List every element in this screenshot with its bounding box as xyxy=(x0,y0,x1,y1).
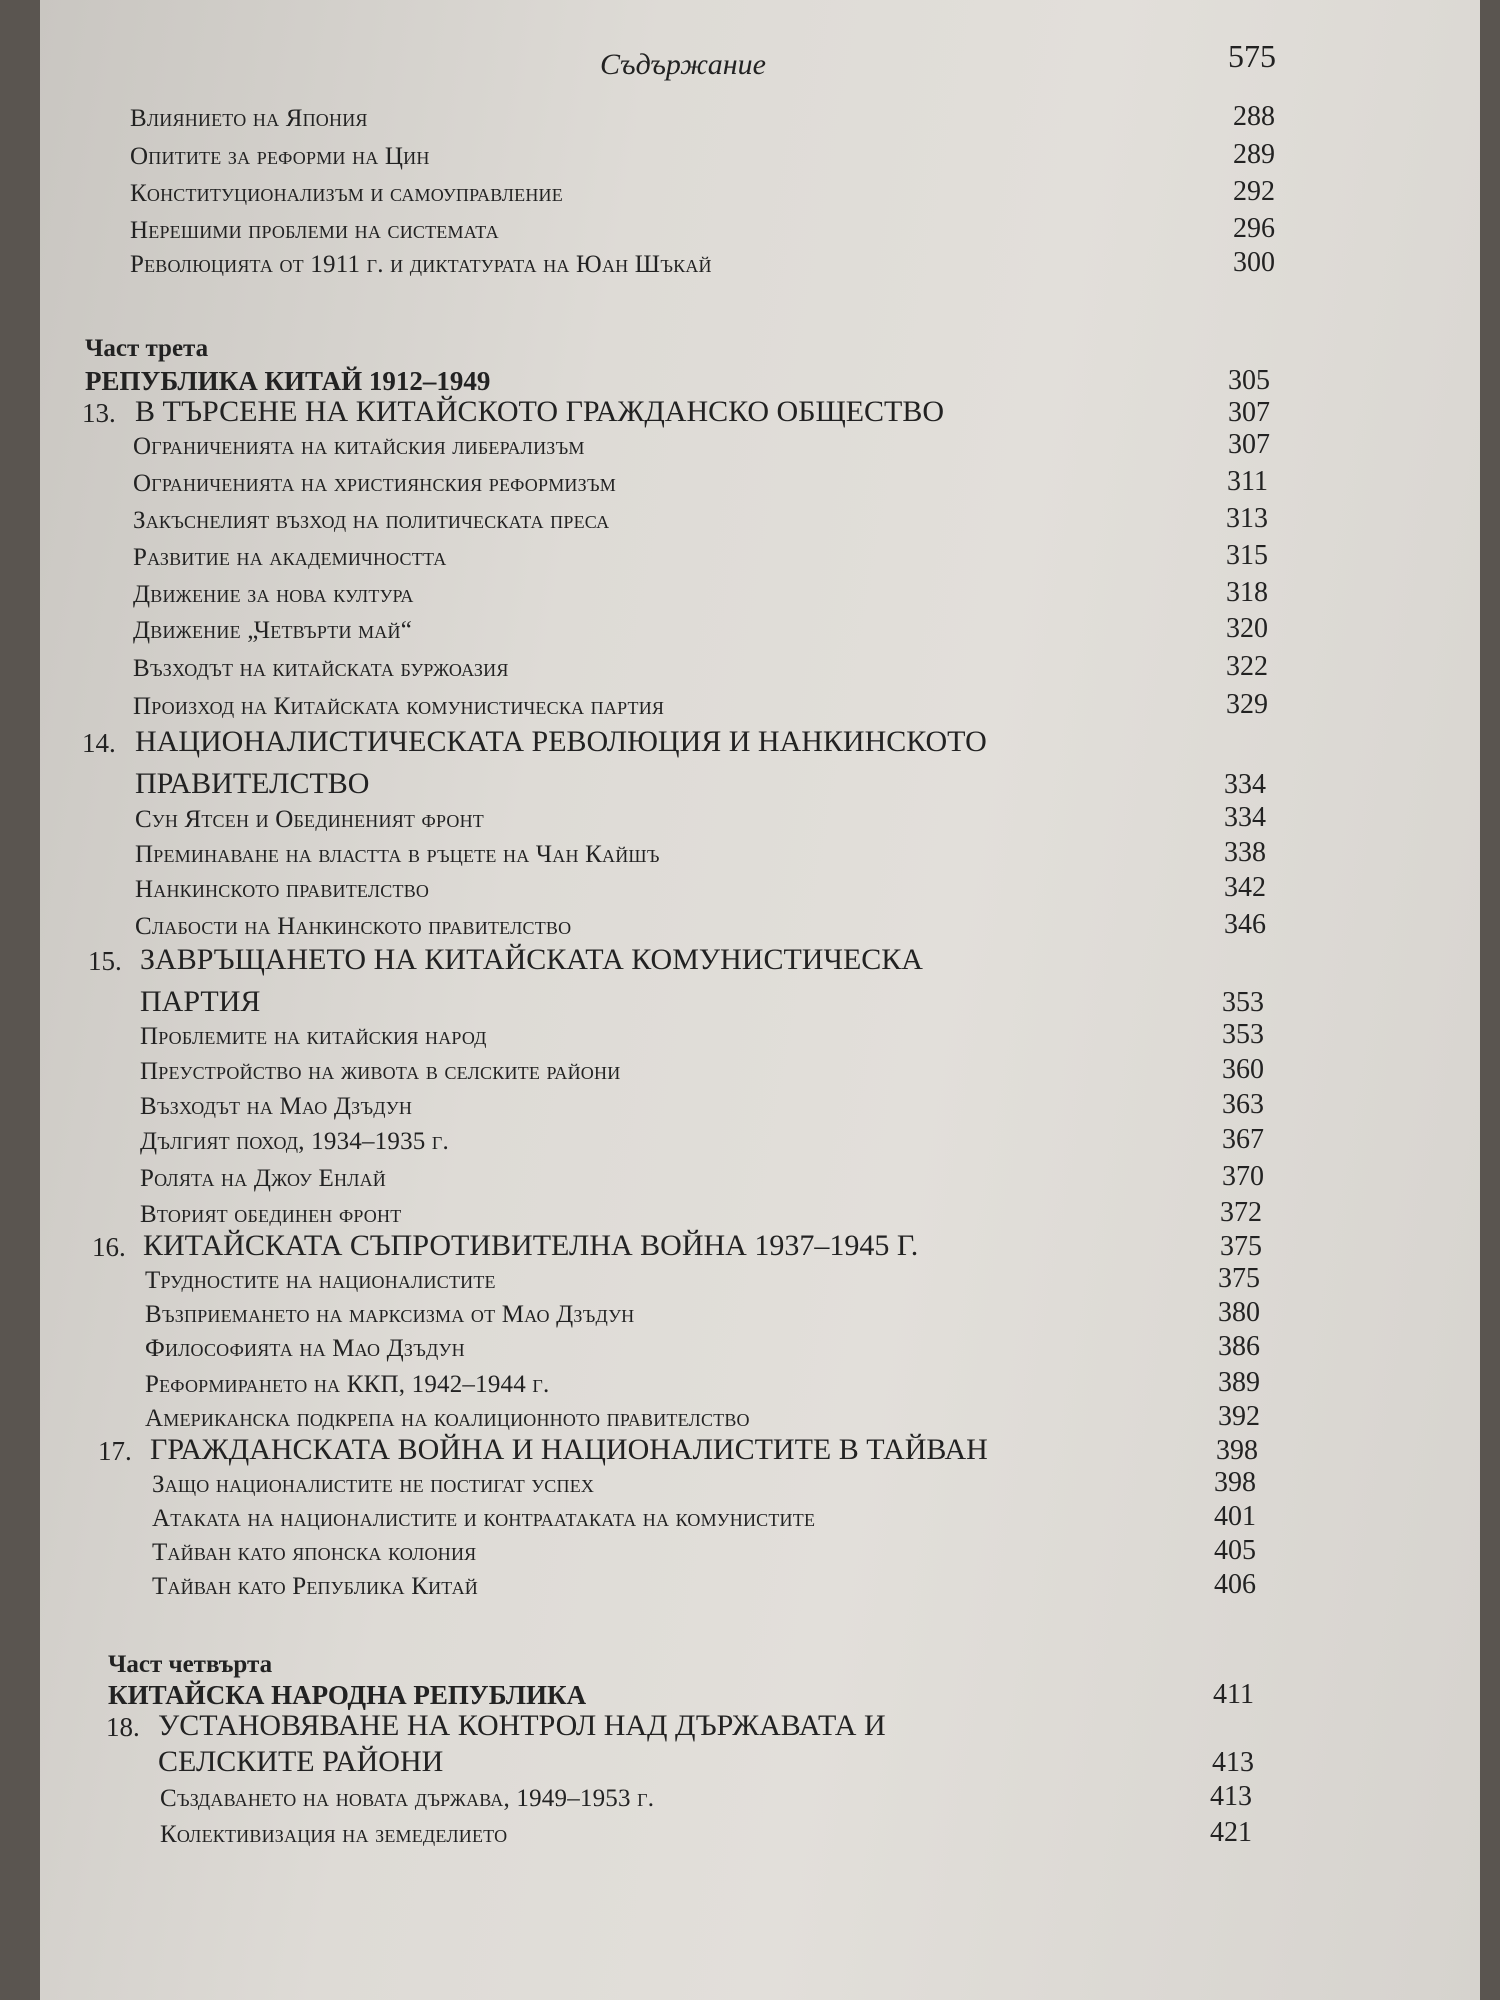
toc-page-number: 405 xyxy=(1214,1535,1256,1566)
toc-page-number: 338 xyxy=(1224,837,1266,868)
toc-page-number: 375 xyxy=(1218,1263,1260,1294)
toc-page-number: 367 xyxy=(1222,1124,1264,1155)
toc-page-number: 380 xyxy=(1218,1297,1260,1328)
chapter-number: 16. xyxy=(92,1232,126,1262)
toc-page-number: 300 xyxy=(1233,247,1275,278)
toc-entry-title: Влиянието на Япония xyxy=(130,105,368,132)
toc-entry-section xyxy=(40,1297,1480,1329)
toc-entry-title: Атаката на националистите и контраатаката на комунистите xyxy=(152,1505,816,1532)
book-page xyxy=(40,0,1480,2000)
toc-entry-section xyxy=(40,213,1480,245)
toc-page-number: 329 xyxy=(1226,689,1268,720)
toc-page-number: 313 xyxy=(1226,503,1268,534)
toc-entry-section xyxy=(40,1263,1480,1295)
toc-entry-title: Тайван като японска колония xyxy=(152,1539,477,1566)
toc-entry-title: КИТАЙСКА НАРОДНА РЕПУБЛИКА xyxy=(108,1680,587,1710)
toc-entry-chapter xyxy=(40,1745,1480,1779)
toc-entry-chapter xyxy=(40,1709,1480,1743)
chapter-number: 14. xyxy=(82,728,116,758)
toc-page-number: 406 xyxy=(1214,1569,1256,1600)
toc-entry-section xyxy=(40,1161,1480,1193)
toc-entry-section xyxy=(40,1089,1480,1121)
toc-entry-title: УСТАНОВЯВАНЕ НА КОНТРОЛ НАД ДЪРЖАВАТА И xyxy=(158,1709,886,1742)
toc-entry-title: Американска подкрепа на коалиционното правителство xyxy=(145,1405,750,1432)
toc-page-number: 375 xyxy=(1220,1231,1262,1262)
toc-entry-title: РЕПУБЛИКА КИТАЙ 1912–1949 xyxy=(85,366,491,396)
toc-entry-title: Движение за нова култура xyxy=(133,581,414,608)
toc-entry-section xyxy=(40,429,1480,461)
toc-entry-title: Произход на Китайската комунистическа партия xyxy=(133,693,665,720)
toc-entry-chapter xyxy=(40,725,1480,759)
toc-page-number: 342 xyxy=(1224,872,1266,903)
toc-entry-section xyxy=(40,1054,1480,1086)
toc-entry-title: НАЦИОНАЛИСТИЧЕСКАТА РЕВОЛЮЦИЯ И НАНКИНСКОТО xyxy=(135,725,987,758)
toc-entry-part-label xyxy=(40,335,1480,363)
toc-entry-title: Част трета xyxy=(85,335,209,362)
toc-entry-chapter xyxy=(40,985,1480,1019)
toc-page-number: 334 xyxy=(1224,802,1266,833)
toc-page-number: 386 xyxy=(1218,1331,1260,1362)
toc-entry-title: Революцията от 1911 г. и диктатурата на Юан Шъкай xyxy=(130,251,712,278)
toc-entry-title: Трудностите на националистите xyxy=(145,1267,496,1294)
toc-entry-title: Сун Ятсен и Обединеният фронт xyxy=(135,806,484,833)
toc-entry-section xyxy=(40,1535,1480,1567)
toc-entry-section xyxy=(40,101,1480,133)
toc-page-number: 392 xyxy=(1218,1401,1260,1432)
toc-entry-chapter xyxy=(40,1229,1480,1263)
toc-entry-section xyxy=(40,1817,1480,1849)
toc-page-number: 421 xyxy=(1210,1817,1252,1848)
toc-entry-section xyxy=(40,176,1480,208)
toc-entry-title: Възходът на китайската буржоазия xyxy=(133,655,509,682)
toc-page-number: 296 xyxy=(1233,213,1275,244)
chapter-number: 17. xyxy=(98,1436,132,1466)
toc-entry-title: КИТАЙСКАТА СЪПРОТИВИТЕЛНА ВОЙНА 1937–1945 Г. xyxy=(143,1229,919,1262)
toc-entry-section xyxy=(40,802,1480,834)
toc-entry-chapter xyxy=(40,767,1480,801)
toc-entry-title: Вторият обединен фронт xyxy=(140,1201,402,1228)
toc-page-number: 398 xyxy=(1216,1435,1258,1466)
toc-page-number: 353 xyxy=(1222,1019,1264,1050)
toc-page-number: 305 xyxy=(1228,365,1270,396)
toc-entry-section xyxy=(40,613,1480,645)
toc-page-number: 315 xyxy=(1226,540,1268,571)
toc-entry-section xyxy=(40,1124,1480,1156)
toc-entry-section xyxy=(40,540,1480,572)
toc-entry-title: Слабости на Нанкинското правителство xyxy=(135,913,572,940)
chapter-number: 18. xyxy=(106,1712,140,1742)
toc-page-number: 370 xyxy=(1222,1161,1264,1192)
toc-entry-title: Движение „Четвърти май“ xyxy=(133,617,412,644)
toc-page-number: 334 xyxy=(1224,769,1266,800)
toc-entry-title: Конституционализъм и самоуправление xyxy=(130,180,563,207)
toc-page-number: 413 xyxy=(1212,1747,1254,1778)
toc-page-number: 360 xyxy=(1222,1054,1264,1085)
toc-entry-section xyxy=(40,651,1480,683)
toc-page-number: 346 xyxy=(1224,909,1266,940)
toc-entry-title: Ролята на Джоу Енлай xyxy=(140,1165,387,1192)
toc-page-number: 311 xyxy=(1227,466,1268,497)
toc-entry-section xyxy=(40,689,1480,721)
toc-page-number: 363 xyxy=(1222,1089,1264,1120)
page-number: 575 xyxy=(1228,38,1276,74)
toc-page-number: 353 xyxy=(1222,987,1264,1018)
toc-entry-section xyxy=(40,909,1480,941)
toc-entry-section xyxy=(40,1569,1480,1601)
toc-entry-title: Възприемането на марксизма от Мао Дзъдун xyxy=(145,1301,635,1328)
toc-entry-section xyxy=(40,247,1480,279)
toc-entry-title: В ТЪРСЕНЕ НА КИТАЙСКОТО ГРАЖДАНСКО ОБЩЕСТВО xyxy=(135,395,945,428)
toc-entry-title: ЗАВРЪЩАНЕТО НА КИТАЙСКАТА КОМУНИСТИЧЕСКА xyxy=(140,943,923,976)
toc-entry-title: Ограниченията на китайския либерализъм xyxy=(133,433,585,460)
toc-entry-section xyxy=(40,503,1480,535)
toc-page-number: 288 xyxy=(1233,101,1275,132)
running-title: Съдържание xyxy=(600,48,766,81)
toc-entry-title: Опитите за реформи на Цин xyxy=(130,143,430,170)
toc-page-number: 389 xyxy=(1218,1367,1260,1398)
toc-page-number: 318 xyxy=(1226,577,1268,608)
toc-page-number: 401 xyxy=(1214,1501,1256,1532)
toc-entry-chapter xyxy=(40,943,1480,977)
toc-page-number: 411 xyxy=(1213,1679,1254,1710)
chapter-number: 15. xyxy=(88,946,122,976)
toc-page-number: 289 xyxy=(1233,139,1275,170)
toc-page-number: 413 xyxy=(1210,1781,1252,1812)
toc-entry-title: Философията на Мао Дзъдун xyxy=(145,1335,465,1362)
toc-entry-section xyxy=(40,1367,1480,1399)
toc-entry-chapter xyxy=(40,1433,1480,1467)
toc-entry-section xyxy=(40,1331,1480,1363)
toc-page-number: 307 xyxy=(1228,429,1270,460)
toc-entry-title: ПАРТИЯ xyxy=(140,985,261,1018)
toc-entry-title: Закъснелият възход на политическата преса xyxy=(133,507,610,534)
toc-entry-title: Възходът на Мао Дзъдун xyxy=(140,1093,413,1120)
toc-entry-title: Дългият поход, 1934–1935 г. xyxy=(140,1128,449,1155)
toc-entry-title: СЕЛСКИТЕ РАЙОНИ xyxy=(158,1745,444,1778)
table-of-contents xyxy=(40,0,1480,2000)
toc-entry-title: Тайван като Република Китай xyxy=(152,1573,478,1600)
toc-entry-section xyxy=(40,872,1480,904)
chapter-number: 13. xyxy=(82,398,116,428)
toc-page-number: 292 xyxy=(1233,176,1275,207)
toc-entry-title: Нерешими проблеми на системата xyxy=(130,217,499,244)
toc-entry-section xyxy=(40,466,1480,498)
toc-entry-title: Колективизация на земеделието xyxy=(160,1821,508,1848)
toc-entry-title: Проблемите на китайския народ xyxy=(140,1023,487,1050)
toc-entry-title: Част четвърта xyxy=(108,1651,273,1678)
toc-page-number: 372 xyxy=(1220,1197,1262,1228)
toc-entry-section xyxy=(40,1501,1480,1533)
toc-entry-title: Ограниченията на християнския реформизъм xyxy=(133,470,616,497)
toc-entry-section xyxy=(40,1019,1480,1051)
toc-page-number: 398 xyxy=(1214,1467,1256,1498)
toc-entry-section xyxy=(40,837,1480,869)
toc-entry-title: Реформирането на ККП, 1942–1944 г. xyxy=(145,1371,550,1398)
toc-entry-title: Преминаване на властта в ръцете на Чан Кайшъ xyxy=(135,841,660,868)
toc-entry-title: Нанкинското правителство xyxy=(135,876,430,903)
toc-entry-title: ГРАЖДАНСКАТА ВОЙНА И НАЦИОНАЛИСТИТЕ В ТАЙВАН xyxy=(150,1433,988,1466)
toc-entry-title: Преустройство на живота в селските райони xyxy=(140,1058,621,1085)
toc-page-number: 320 xyxy=(1226,613,1268,644)
toc-page-number: 307 xyxy=(1228,397,1270,428)
toc-entry-section xyxy=(40,577,1480,609)
toc-page-number: 322 xyxy=(1226,651,1268,682)
toc-entry-title: Създаването на новата държава, 1949–1953 г. xyxy=(160,1785,655,1812)
toc-entry-title: ПРАВИТЕЛСТВО xyxy=(135,767,370,800)
toc-entry-title: Развитие на академичността xyxy=(133,544,447,571)
toc-entry-part-label xyxy=(40,1651,1480,1679)
toc-entry-section xyxy=(40,1467,1480,1499)
toc-entry-section xyxy=(40,1781,1480,1813)
toc-entry-title: Защо националистите не постигат успех xyxy=(152,1471,595,1498)
toc-entry-section xyxy=(40,139,1480,171)
